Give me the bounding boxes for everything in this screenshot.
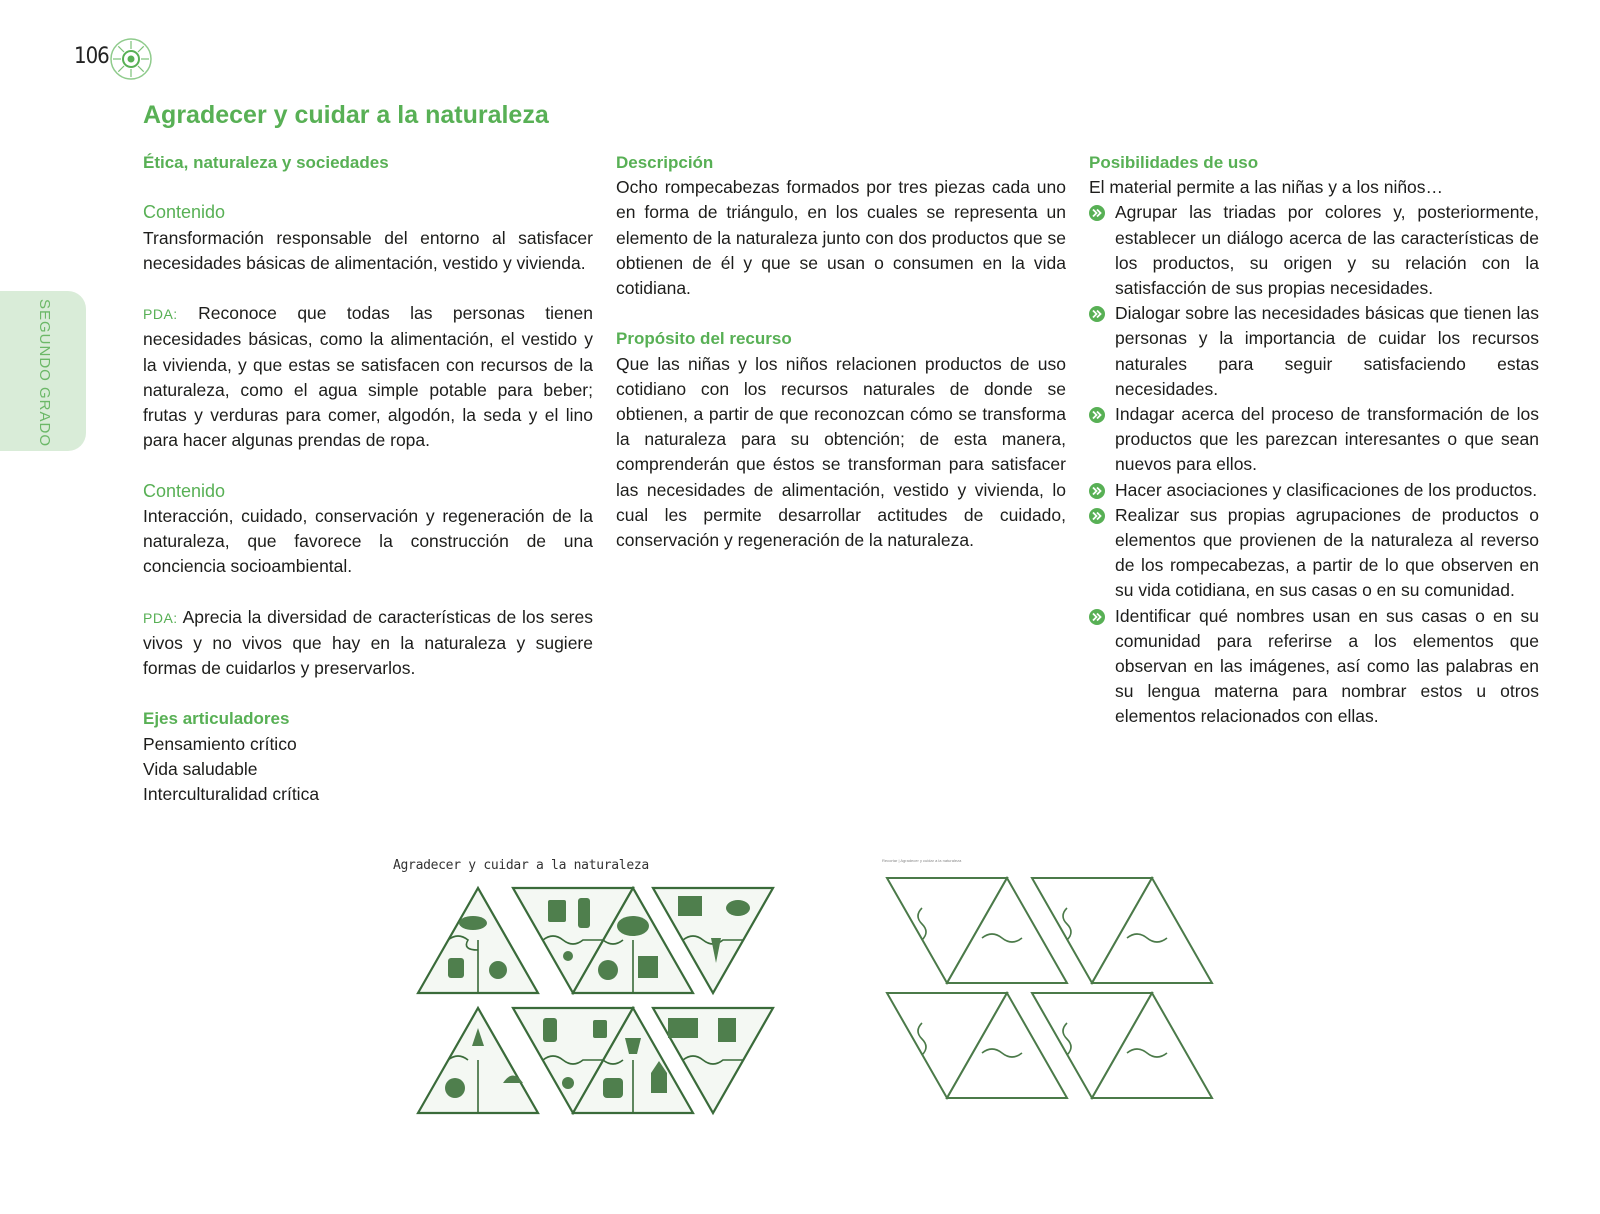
double-chevron-right-icon [1089, 609, 1105, 625]
puzzle-front-image [393, 878, 793, 1123]
list-item-text: Dialogar sobre las necesidades básicas que tienen las personas y la importancia de cuidar los recursos naturales para seguir satisfaciendo estas necesidades. [1115, 303, 1539, 399]
puzzle-back-figure [882, 858, 1257, 1123]
double-chevron-right-icon [1089, 407, 1105, 423]
eje-item: Vida saludable [143, 758, 258, 779]
side-tab [0, 291, 86, 451]
contenido-text: Interacción, cuidado, conservación y regeneración de la naturaleza, que favorece la construcción de una conciencia socioambiental. [143, 505, 593, 577]
eje-item: Pensamiento crítico [143, 733, 297, 754]
pda-label: PDA: [143, 609, 178, 626]
list-item [1089, 604, 1539, 730]
list-item-text: Identificar qué nombres usan en sus casas o en su comunidad para referirse a los elementos que observan en las imágenes, así como las palabras en su lengua materna para nombrar estos u otros elementos relacionados con ellas. [1115, 605, 1539, 727]
sun-circle-icon [110, 38, 152, 80]
field-heading: Ética, naturaleza y sociedades [143, 153, 389, 172]
proposito-text: Que las niñas y los niños relacionen productos de uso cotidiano con los recursos naturales de donde se obtienen, a partir de que reconozcan cómo se transforma la naturaleza para su obtención; de esta manera, comprenderán que éstos se transforman para satisfacer las necesidades de alimentación, vestido y vivienda, lo cual les permite desarrollar actitudes de cuidado, conservación y regeneración de la naturaleza. [616, 353, 1066, 551]
list-item [1089, 402, 1539, 478]
eje-item: Interculturalidad crítica [143, 784, 320, 804]
list-item-text: Realizar sus propias agrupaciones de productos o elementos que provienen de la naturaleza al reverso de los rompecabezas, a partir de lo que observen en su vida cotidiana, en sus casas o en su comunidad. [1115, 504, 1539, 601]
list-item-text: Hacer asociaciones y clasificaciones de los productos. [1115, 479, 1538, 500]
list-item [1089, 301, 1539, 402]
posibilidades-intro: El material permite a las niñas y a los niños… [1089, 177, 1444, 198]
ejes-heading: Ejes articuladores [143, 709, 290, 729]
pda-text: Reconoce que todas las personas tienen necesidades básicas, como la alimentación, el vestido y la vivienda, y que estas se satisfacen con recursos de la naturaleza, como el agua simple potable para beber; frutas y verduras para comer, algodón, la seda y el lino para hacer algunas prendas de ropa. [143, 303, 593, 451]
pda-paragraph [143, 605, 593, 682]
pda-label: PDA: [143, 306, 178, 323]
page-number: 106 [74, 44, 109, 69]
figure-caption: Agradecer y cuidar a la naturaleza [393, 858, 649, 873]
pda-paragraph [143, 301, 593, 453]
list-item-text: Indagar acerca del proceso de transformación de los productos que les parezcan interesantes o que sean nuevos para ellos. [1115, 404, 1539, 475]
uses-list [1089, 200, 1539, 729]
side-tab-label: SEGUNDO GRADO [36, 299, 53, 448]
double-chevron-right-icon [1089, 483, 1105, 499]
list-item [1089, 503, 1539, 604]
proposito-heading: Propósito del recurso [616, 329, 792, 349]
column-description [616, 150, 1066, 553]
page-title: Agradecer y cuidar a la naturaleza [143, 101, 549, 129]
puzzle-front-figure [393, 858, 793, 1123]
contenido-heading: Contenido [143, 480, 226, 501]
list-item-text: Agrupar las triadas por colores y, posteriormente, establecer un diálogo acerca de las características de los productos, su origen y su relación con la satisfacción de sus propias necesidades. [1115, 202, 1539, 299]
posibilidades-heading: Posibilidades de uso [1089, 153, 1259, 172]
descripcion-text: Ocho rompecabezas formados por tres piezas cada uno en forma de triángulo, en los cuales se representa un elemento de la naturaleza junto con dos productos que se obtienen de él y que se usan o consumen en la vida cotidiana. [616, 177, 1066, 299]
figure-caption: Recortar | Agradecer y cuidar a la naturaleza [882, 858, 962, 863]
double-chevron-right-icon [1089, 306, 1105, 322]
puzzle-back-image [882, 868, 1257, 1113]
double-chevron-right-icon [1089, 508, 1105, 524]
contenido-heading: Contenido [143, 202, 226, 223]
pda-text: Aprecia la diversidad de características de los seres vivos y no vivos que hay en la naturaleza y sugiere formas de cuidarlos y preservarlos. [143, 606, 593, 678]
double-chevron-right-icon [1089, 205, 1105, 221]
contenido-text: Transformación responsable del entorno al satisfacer necesidades básicas de alimentación, vestido y vivienda. [143, 227, 593, 273]
column-curriculum [143, 150, 593, 807]
column-uses [1089, 150, 1539, 730]
list-item [1089, 200, 1539, 301]
list-item [1089, 478, 1539, 503]
descripcion-heading: Descripción [616, 153, 714, 172]
